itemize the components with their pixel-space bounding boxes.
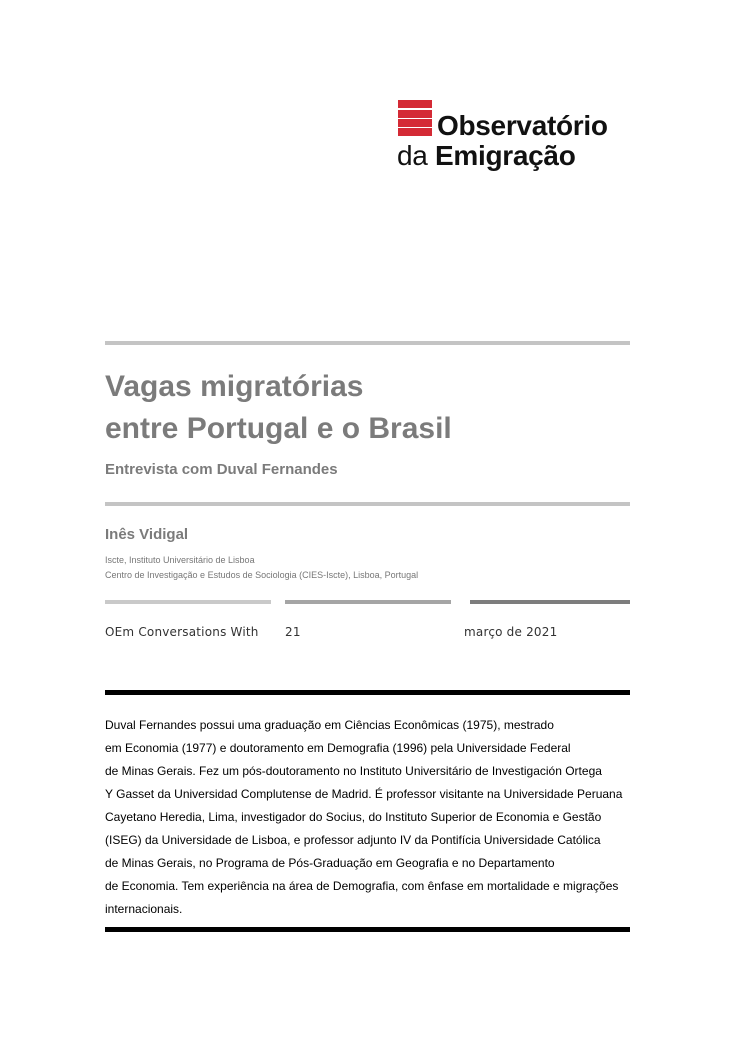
bio-paragraph: [105, 714, 635, 921]
title-line-2: entre Portugal e o Brasil: [105, 412, 452, 445]
meta-rule-3: [470, 600, 630, 604]
publication-date: março de 2021: [464, 625, 558, 639]
meta-rule-1: [105, 600, 271, 604]
logo-strong: Emigração: [435, 140, 576, 171]
affiliation-1: Iscte, Instituto Universitário de Lisboa: [105, 555, 255, 565]
logo-prefix: da: [397, 140, 436, 171]
bio-line: em Economia (1977) e doutoramento em Demografia (1996) pela Universidade Federal: [105, 741, 571, 755]
bio-line: de Minas Gerais, no Programa de Pós-Graduação em Geografia e no Departamento: [105, 856, 555, 870]
issue-number: 21: [285, 625, 301, 639]
meta-rule-2: [285, 600, 451, 604]
bio-line: de Economia. Tem experiência na área de Demografia, com ênfase em mortalidade e migrações: [105, 879, 619, 893]
logo-text-emigracao: [397, 138, 576, 174]
subtitle: Entrevista com Duval Fernandes: [105, 461, 338, 478]
affiliation-2: Centro de Investigação e Estudos de Sociologia (CIES-Iscte), Lisboa, Portugal: [105, 570, 419, 580]
title-line-1: Vagas migratórias: [105, 370, 364, 403]
bio-line: Y Gasset da Universidad Complutense de Madrid. É professor visitante na Universidade Peruana: [105, 787, 623, 801]
divider-black-top: [105, 690, 630, 695]
page-title: [105, 366, 452, 450]
bio-line: (ISEG) da Universidade de Lisboa, e professor adjunto IV da Pontifícia Universidade Católica: [105, 833, 601, 847]
divider-black-bottom: [105, 927, 630, 932]
bio-line: internacionais.: [105, 902, 183, 916]
series-name: OEm Conversations With: [105, 625, 259, 639]
bio-line: Cayetano Heredia, Lima, investigador do Socius, do Instituto Superior de Economia e Gestão: [105, 810, 602, 824]
divider-top: [105, 341, 630, 345]
bio-line: Duval Fernandes possui uma graduação em Ciências Econômicas (1975), mestrado: [105, 718, 554, 732]
logo-text-observatorio: Observatório: [437, 110, 608, 141]
divider-middle: [105, 502, 630, 506]
logo-mark-icon: [398, 100, 432, 136]
author-name: Inês Vidigal: [105, 526, 189, 543]
bio-line: de Minas Gerais. Fez um pós-doutoramento no Instituto Universitário de Investigación Ortega: [105, 764, 602, 778]
